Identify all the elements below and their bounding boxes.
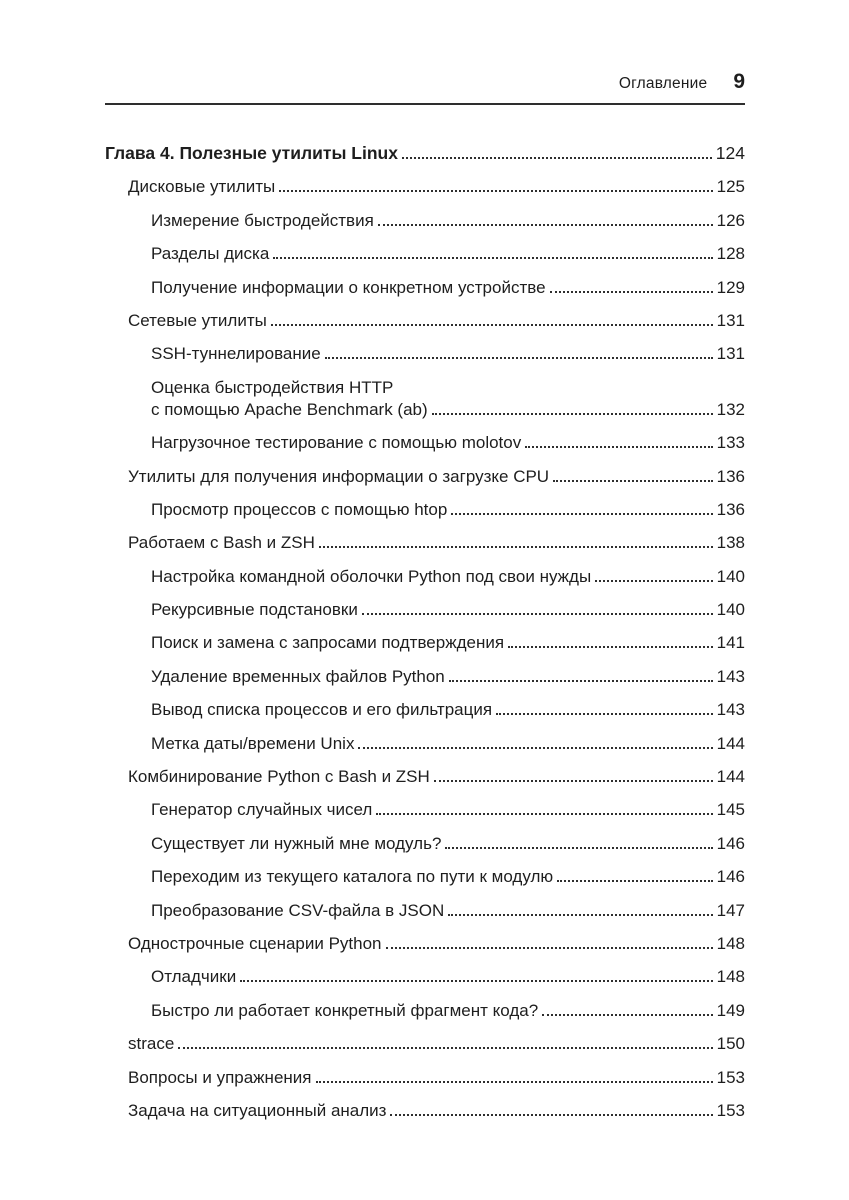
toc-entry bbox=[105, 466, 745, 487]
dot-leader bbox=[402, 153, 712, 159]
dot-leader bbox=[508, 642, 713, 648]
toc-entry-page: 136 bbox=[716, 466, 745, 486]
toc-entry-title: Настройка командной оболочки Python под свои нужды bbox=[151, 566, 592, 586]
toc-entry bbox=[105, 933, 745, 954]
dot-leader bbox=[449, 676, 713, 682]
toc-entry bbox=[105, 210, 745, 231]
toc-entry bbox=[105, 666, 745, 687]
toc-entry-page: 145 bbox=[716, 800, 745, 820]
toc-entry bbox=[105, 176, 745, 197]
toc-entry-title: Вывод списка процессов и его фильтрация bbox=[151, 700, 493, 720]
dot-leader bbox=[325, 353, 713, 359]
toc-entry-title: Однострочные сценарии Python bbox=[128, 933, 382, 953]
toc-entry bbox=[105, 243, 745, 264]
toc-entry bbox=[105, 966, 745, 987]
toc-entry-page: 150 bbox=[716, 1034, 745, 1054]
toc-entry-page: 141 bbox=[716, 633, 745, 653]
toc-entry bbox=[105, 699, 745, 720]
toc-entry-page: 140 bbox=[716, 600, 745, 620]
toc-entry-page: 125 bbox=[716, 177, 745, 197]
toc-entry-title: Метка даты/времени Unix bbox=[151, 733, 355, 753]
dot-leader bbox=[553, 476, 713, 482]
toc-entry-title: Отладчики bbox=[151, 967, 237, 987]
toc-entry-title: Удаление временных файлов Python bbox=[151, 666, 445, 686]
toc-entry-title: Глава 4. Полезные утилиты Linux bbox=[105, 143, 398, 163]
toc-entry-page: 126 bbox=[716, 210, 745, 230]
toc-entry-page: 132 bbox=[716, 399, 745, 419]
toc-entry bbox=[105, 900, 745, 921]
dot-leader bbox=[273, 253, 712, 259]
toc-entry-title: SSH-туннелирование bbox=[151, 344, 321, 364]
dot-leader bbox=[550, 287, 713, 293]
toc-entry-title: Вопросы и упражнения bbox=[128, 1067, 312, 1087]
toc-entry bbox=[105, 343, 745, 364]
toc-entry bbox=[105, 766, 745, 787]
dot-leader bbox=[595, 576, 712, 582]
toc-entry-page: 128 bbox=[716, 244, 745, 264]
toc-entry-title: Преобразование CSV-файла в JSON bbox=[151, 900, 445, 920]
toc-entry bbox=[105, 866, 745, 887]
toc-entry-title: Рекурсивные подстановки bbox=[151, 600, 358, 620]
toc-entry-title: Разделы диска bbox=[151, 244, 270, 264]
dot-leader bbox=[434, 776, 713, 782]
toc-entry-page: 146 bbox=[716, 833, 745, 853]
dot-leader bbox=[279, 186, 712, 192]
page-header bbox=[105, 0, 745, 94]
toc-entry-line2 bbox=[151, 399, 745, 420]
toc-entry-title: Быстро ли работает конкретный фрагмент кода? bbox=[151, 1000, 539, 1020]
toc-entry bbox=[105, 566, 745, 587]
dot-leader bbox=[542, 1010, 712, 1016]
toc-entry-title: Получение информации о конкретном устройстве bbox=[151, 277, 546, 297]
dot-leader bbox=[240, 976, 712, 982]
toc-entry-page: 148 bbox=[716, 967, 745, 987]
toc-entry-page: 124 bbox=[715, 143, 745, 163]
toc-entry bbox=[105, 833, 745, 854]
dot-leader bbox=[316, 1077, 713, 1083]
toc-entry-title-line2: с помощью Apache Benchmark (ab) bbox=[151, 399, 428, 419]
toc-entry-title: Генератор случайных чисел bbox=[151, 800, 373, 820]
toc-entry bbox=[105, 432, 745, 453]
toc-entry-title: Переходим из текущего каталога по пути к модулю bbox=[151, 867, 554, 887]
toc-entry-title: Задача на ситуационный анализ bbox=[128, 1100, 387, 1120]
dot-leader bbox=[358, 743, 712, 749]
toc-entry-page: 153 bbox=[716, 1067, 745, 1087]
toc-entry-title: Комбинирование Python с Bash и ZSH bbox=[128, 767, 430, 787]
dot-leader bbox=[376, 809, 712, 815]
toc-entry-page: 147 bbox=[716, 900, 745, 920]
dot-leader bbox=[378, 220, 713, 226]
toc-entry-title: Работаем с Bash и ZSH bbox=[128, 533, 315, 553]
toc-entry-page: 148 bbox=[716, 933, 745, 953]
toc-entry-page: 138 bbox=[716, 533, 745, 553]
toc-entry bbox=[105, 310, 745, 331]
dot-leader bbox=[448, 910, 712, 916]
toc-entry-page: 144 bbox=[716, 767, 745, 787]
toc-entry bbox=[105, 499, 745, 520]
toc-entry-title: Существует ли нужный мне модуль? bbox=[151, 833, 442, 853]
toc-entry-page: 144 bbox=[716, 733, 745, 753]
dot-leader bbox=[451, 509, 712, 515]
toc-entry bbox=[105, 1067, 745, 1088]
dot-leader bbox=[496, 709, 713, 715]
toc-entry-page: 149 bbox=[716, 1000, 745, 1020]
toc-entry bbox=[105, 632, 745, 653]
toc-entry bbox=[105, 599, 745, 620]
toc-entry-title: Утилиты для получения информации о загрузке CPU bbox=[128, 466, 550, 486]
toc-entry-page: 146 bbox=[716, 867, 745, 887]
toc-entry-page: 136 bbox=[716, 499, 745, 519]
dot-leader bbox=[445, 843, 712, 849]
toc-entry bbox=[105, 143, 745, 164]
toc-entry-title: Просмотр процессов с помощью htop bbox=[151, 499, 448, 519]
dot-leader bbox=[362, 609, 713, 615]
dot-leader bbox=[432, 409, 713, 415]
toc-entry bbox=[105, 733, 745, 754]
toc-entry-page: 143 bbox=[716, 700, 745, 720]
toc-entry-page: 143 bbox=[716, 666, 745, 686]
toc-entry-page: 133 bbox=[716, 433, 745, 453]
toc-entry-title: Дисковые утилиты bbox=[128, 177, 276, 197]
toc-entry-page: 129 bbox=[716, 277, 745, 297]
dot-leader bbox=[525, 442, 712, 448]
dot-leader bbox=[271, 320, 713, 326]
dot-leader bbox=[386, 943, 713, 949]
toc-entry-page: 153 bbox=[716, 1100, 745, 1120]
toc-entry bbox=[105, 1100, 745, 1121]
dot-leader bbox=[178, 1043, 712, 1049]
toc-entry-title: Измерение быстродействия bbox=[151, 210, 374, 230]
toc-entry bbox=[105, 1000, 745, 1021]
toc-entry-page: 131 bbox=[716, 344, 745, 364]
toc-entry bbox=[105, 532, 745, 553]
dot-leader bbox=[557, 876, 713, 882]
toc-entry-page: 131 bbox=[716, 310, 745, 330]
toc-entry bbox=[105, 799, 745, 820]
toc-entry-title: Поиск и замена с запросами подтверждения bbox=[151, 633, 505, 653]
toc-entry-title: strace bbox=[128, 1034, 175, 1054]
toc-entry-title-line1: Оценка быстродействия HTTP bbox=[151, 377, 394, 397]
running-head: Оглавление bbox=[618, 75, 708, 92]
toc-entry-title: Нагрузочное тестирование с помощью molotov bbox=[151, 433, 522, 453]
toc-list bbox=[105, 143, 745, 1121]
toc-entry-title: Сетевые утилиты bbox=[128, 310, 267, 330]
header-rule bbox=[105, 103, 745, 105]
dot-leader bbox=[390, 1110, 712, 1116]
toc-entry-page: 140 bbox=[716, 566, 745, 586]
toc-entry bbox=[105, 377, 745, 420]
dot-leader bbox=[319, 542, 713, 548]
toc-entry bbox=[105, 277, 745, 298]
header-page-number: 9 bbox=[733, 70, 745, 93]
page-content bbox=[105, 0, 745, 1133]
toc-entry bbox=[105, 1033, 745, 1054]
toc-entry-multiline bbox=[151, 377, 745, 420]
